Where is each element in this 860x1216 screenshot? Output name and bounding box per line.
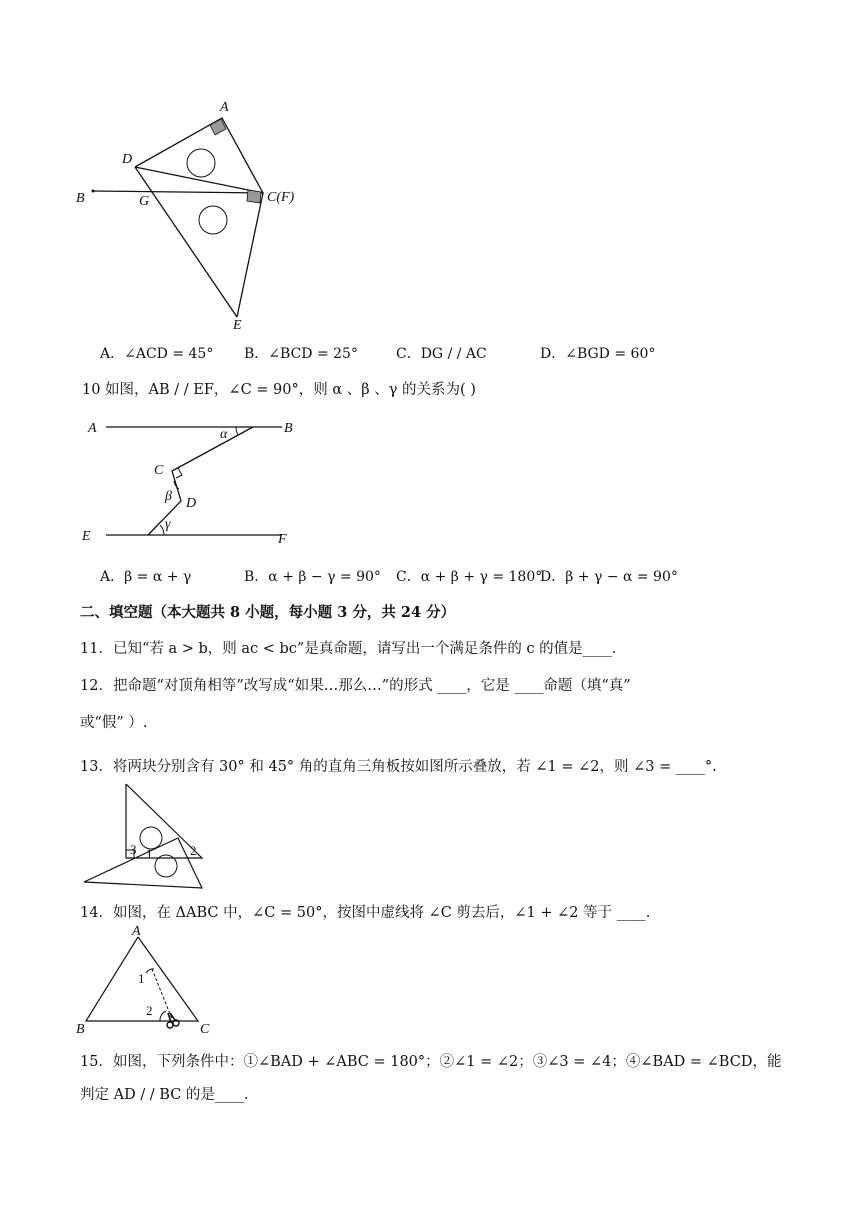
q10-label-E: E xyxy=(82,529,91,544)
q13-label-3: 3 xyxy=(130,842,137,857)
q14-label-B: B xyxy=(76,1022,85,1037)
q9-option-b: B．∠BCD = 25° xyxy=(244,346,358,362)
q9-figure xyxy=(70,95,330,335)
q12-line2: 或“假” ）. xyxy=(80,715,148,731)
q10-label-C: C xyxy=(154,463,164,478)
q14-label-C: C xyxy=(200,1022,210,1037)
q13-label-2: 2 xyxy=(190,843,197,858)
q9-label-D: D xyxy=(122,152,133,167)
q9-label-G: G xyxy=(139,194,150,209)
q15-line1: 15．如图，下列条件中：①∠BAD + ∠ABC = 180°；②∠1 = ∠2；③∠3 = ∠4；④∠BAD = ∠BCD，能 xyxy=(80,1054,782,1070)
q14-label-A: A xyxy=(132,925,141,939)
q10-label-D: D xyxy=(186,496,197,511)
q10-label-B: B xyxy=(284,421,293,436)
q9-label-A: A xyxy=(220,100,229,115)
q9-label-B: B xyxy=(76,191,85,206)
q9-label-E: E xyxy=(233,318,242,333)
q13-text: 13．将两块分别含有 30° 和 45° 角的直角三角板按如图所示叠放，若 ∠1 = ∠2，则 ∠3 = ____°. xyxy=(80,759,717,775)
q9-option-c: C．DG / / AC xyxy=(396,346,487,362)
q9-option-a: A．∠ACD = 45° xyxy=(100,346,214,362)
q10-stem: 10 如图，AB / / EF，∠C = 90°，则 α 、β 、γ 的关系为( ) xyxy=(82,382,476,398)
q12-line1: 12．把命题“对顶角相等”改写成“如果…那么…”的形式 ____，它是 ____命题（填“真” xyxy=(80,678,631,694)
q10-label-F: F xyxy=(278,532,287,547)
q10-option-c: C．α + β + γ = 180° xyxy=(396,569,543,585)
q10-figure xyxy=(78,415,308,550)
q10-label-alpha: α xyxy=(220,427,228,442)
q10-label-A: A xyxy=(88,421,97,436)
q10-option-b: B．α + β − γ = 90° xyxy=(244,569,381,585)
q9-label-C: C(F) xyxy=(267,190,295,205)
q11-text: 11．已知“若 a > b，则 ac < bc”是真命题，请写出一个满足条件的 c 的值是____. xyxy=(80,641,617,657)
q13-label-1: 1 xyxy=(146,846,153,861)
q10-option-d: D．β + γ − α = 90° xyxy=(540,569,678,585)
q14-label-2: 2 xyxy=(146,1003,153,1018)
q10-label-beta: β xyxy=(165,489,172,504)
q13-figure xyxy=(80,782,220,892)
q9-option-d: D．∠BGD = 60° xyxy=(540,346,656,362)
q15-line2: 判定 AD / / BC 的是____. xyxy=(80,1087,249,1103)
q14-figure xyxy=(74,925,224,1037)
q10-option-a: A．β = α + γ xyxy=(100,569,192,585)
q14-text: 14．如图，在 ΔABC 中，∠C = 50°，按图中虚线将 ∠C 剪去后，∠1 + ∠2 等于 ____. xyxy=(80,905,651,921)
q10-label-gamma: γ xyxy=(165,517,171,532)
section2-heading: 二、填空题（本大题共 8 小题，每小题 3 分，共 24 分） xyxy=(80,604,456,621)
q14-label-1: 1 xyxy=(138,971,145,986)
